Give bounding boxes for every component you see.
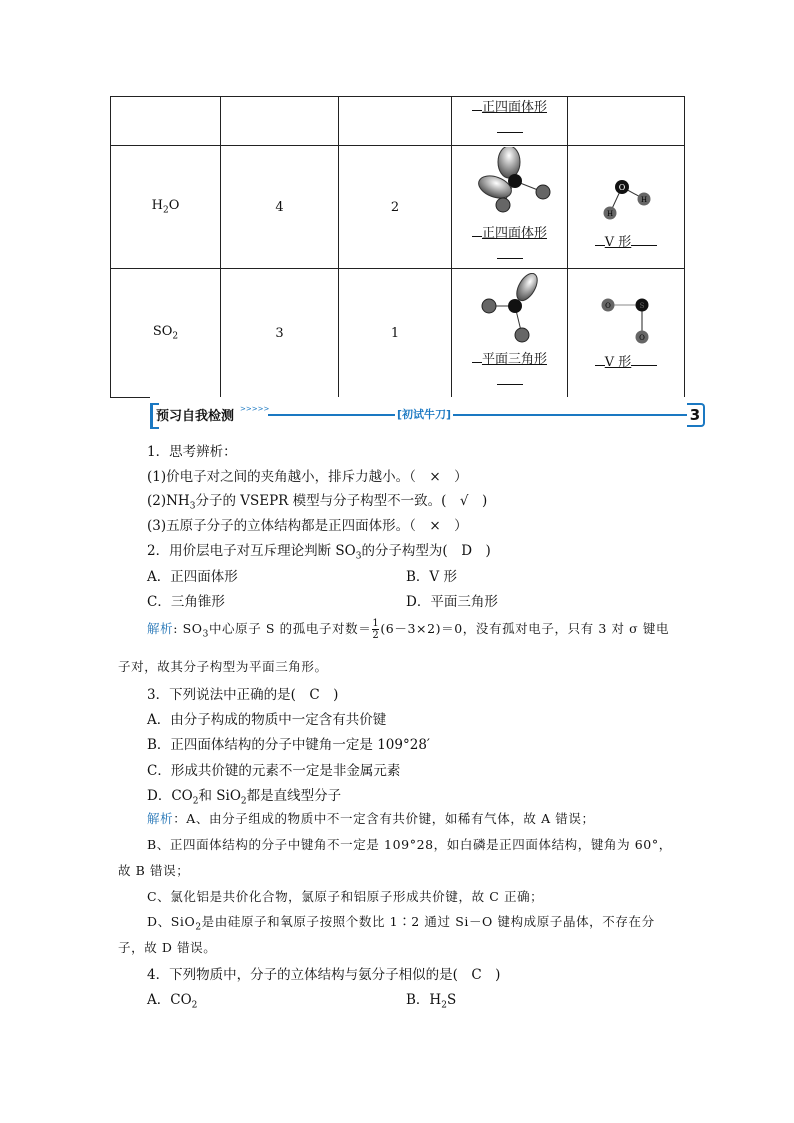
molecule-formula: [152, 324, 179, 342]
text-segment: ：A、由分子组成的物质中不一定含有共价键，如稀有气体，故 A 错误；: [173, 811, 595, 826]
analysis-label: 解析: [147, 621, 174, 636]
text-segment: : SO: [173, 621, 203, 636]
subscript: 2: [162, 205, 169, 216]
text-segment: B．H: [406, 992, 442, 1008]
text-segment: D、SiO: [147, 914, 196, 929]
text-segment: C．三角锥形: [147, 594, 225, 610]
text-segment: 2．用价层电子对互斥理论判断 SO: [147, 543, 356, 559]
text-segment: 中心原子 S 的孤电子对数＝: [208, 621, 372, 636]
option-line: [406, 565, 457, 585]
subscript: 2: [240, 796, 247, 807]
text-segment: H: [151, 198, 163, 214]
text-segment: D．平面三角形: [406, 594, 498, 610]
trigonal-planar-model-image: [465, 273, 555, 345]
text-segment: C．形成共价键的元素不一定是非金属元素: [147, 763, 401, 779]
text-segment: 的分子构型为( D ): [361, 543, 491, 559]
cell: [568, 97, 685, 146]
analysis-line: [147, 835, 672, 853]
so2-molecule-image: [586, 293, 666, 348]
table-row: [111, 146, 685, 269]
atom-label: O: [618, 182, 626, 192]
analysis-line: [147, 809, 595, 827]
subscript: 2: [441, 1000, 447, 1011]
text-segment: 是由硅原子和氧原子按照个数比 1∶2 通过 Si－O 键构成原子晶体，不存在分: [201, 914, 655, 929]
cell: 4: [221, 146, 339, 269]
vsepr-shape: 正四面体形: [481, 100, 547, 115]
cell: [339, 97, 452, 146]
text-segment: 分子的 VSEPR 模型与分子构型不一致。( √ ): [195, 493, 488, 509]
table-row: [111, 97, 685, 146]
subscript: 2: [195, 922, 202, 933]
text-segment: (3)五原子分子的立体结构都是正四面体形。（ × ）: [147, 518, 468, 534]
cell: 1: [339, 269, 452, 398]
question-line: [147, 683, 338, 703]
text-segment: 3．下列说法中正确的是( C ): [147, 687, 339, 703]
atom-label: O: [639, 333, 645, 342]
text-segment: 故 B 错误；: [118, 863, 190, 878]
subscript: 3: [189, 501, 196, 512]
subscript: 3: [202, 629, 209, 640]
atom-label: O: [605, 301, 611, 310]
atom-label: H: [606, 209, 614, 218]
analysis-line: [118, 938, 216, 956]
text-segment: 和 SiO: [198, 788, 241, 804]
question-line: [147, 784, 341, 807]
molecular-shape-cell: [568, 269, 685, 398]
analysis-line: [147, 912, 655, 933]
question-line: [147, 489, 487, 512]
analysis-label: 解析: [147, 811, 174, 826]
analysis-line: [147, 887, 543, 905]
text-segment: O: [168, 198, 180, 214]
subscript: 3: [355, 551, 362, 562]
text-segment: 4．下列物质中，分子的立体结构与氨分子相似的是( C ): [147, 967, 501, 983]
vsepr-model-cell: [452, 146, 568, 269]
text-segment: D．CO: [147, 788, 193, 804]
text-segment: B、正四面体结构的分子中键角不一定是 109°28，如白磷是正四面体结构，键角为 60°，: [147, 837, 672, 852]
vsepr-table: [110, 96, 685, 397]
question-line: [147, 465, 468, 485]
text-segment: 1．思考辨析：: [147, 444, 237, 460]
question-line: [147, 759, 400, 779]
subscript: 2: [192, 796, 199, 807]
vsepr-shape: 正四面体形: [481, 226, 547, 241]
analysis-line: [118, 861, 189, 879]
option-line: [406, 590, 498, 610]
numerator: 1: [372, 618, 380, 629]
text-segment: S: [446, 992, 457, 1008]
cell: [221, 97, 339, 146]
question-line: [147, 565, 238, 585]
text-segment: 子，故 D 错误。: [118, 940, 217, 955]
analysis-line: [147, 618, 669, 641]
question-line: [147, 733, 430, 753]
fraction: [372, 618, 379, 641]
molecule-cell: [111, 269, 221, 398]
question-line: [147, 963, 500, 983]
text-segment: 子对，故其分子构型为平面三角形。: [118, 659, 328, 674]
text-segment: (1)价电子对之间的夹角越小，排斥力越小。（ × ）: [147, 469, 468, 485]
molecular-shape-cell: [568, 146, 685, 269]
text-segment: B．V 形: [406, 569, 457, 585]
water-molecule-image: [586, 173, 666, 228]
subscript: 2: [191, 1000, 198, 1011]
text-segment: SO: [152, 324, 173, 340]
text-segment: B．正四面体结构的分子中键角一定是 109°28′: [147, 737, 430, 753]
molecule-cell: [111, 97, 221, 146]
vsepr-shape: 平面三角形: [481, 352, 547, 367]
text-segment: 都是直线型分子: [246, 788, 342, 804]
text-segment: A．由分子构成的物质中一定含有共价键: [147, 712, 387, 728]
arrows-decoration: >>>>>: [240, 405, 270, 413]
option-line: [406, 988, 456, 1011]
text-segment: C、氯化铝是共价化合物，氯原子和铝原子形成共价键，故 C 正确；: [147, 889, 544, 904]
cell: 2: [339, 146, 452, 269]
vsepr-model-cell: [452, 97, 568, 146]
question-line: [147, 590, 225, 610]
question-line: [147, 988, 197, 1011]
question-line: [147, 708, 386, 728]
vsepr-model-cell: [452, 269, 568, 398]
tetrahedral-model-image: [465, 147, 555, 219]
table-row: [111, 269, 685, 398]
molecule-formula: [151, 198, 180, 216]
analysis-line: [118, 657, 328, 675]
text-segment: (2)NH: [147, 493, 190, 509]
molecular-shape: V 形: [604, 234, 632, 250]
question-line: [147, 539, 491, 562]
question-line: [147, 440, 237, 460]
text-segment: A．CO: [147, 992, 192, 1008]
section-title: 预习自我检测: [156, 409, 235, 424]
atom-label: H: [640, 195, 648, 204]
subscript: 2: [172, 331, 179, 342]
table-bottom-rule: [110, 397, 150, 398]
section-number: 3: [687, 403, 705, 427]
section-subtitle: [初试牛刀]: [397, 408, 452, 421]
text-segment: (6－3×2)＝0，没有孤对电子，只有 3 对 σ 键电: [380, 621, 670, 636]
molecular-shape: V 形: [604, 354, 632, 370]
atom-label: S: [639, 301, 645, 310]
text-segment: A．正四面体形: [147, 569, 238, 585]
molecule-cell: [111, 146, 221, 269]
banner-line: [268, 414, 687, 416]
question-line: [147, 514, 468, 534]
cell: 3: [221, 269, 339, 398]
section-banner: [150, 403, 705, 427]
denominator: 2: [372, 630, 380, 641]
